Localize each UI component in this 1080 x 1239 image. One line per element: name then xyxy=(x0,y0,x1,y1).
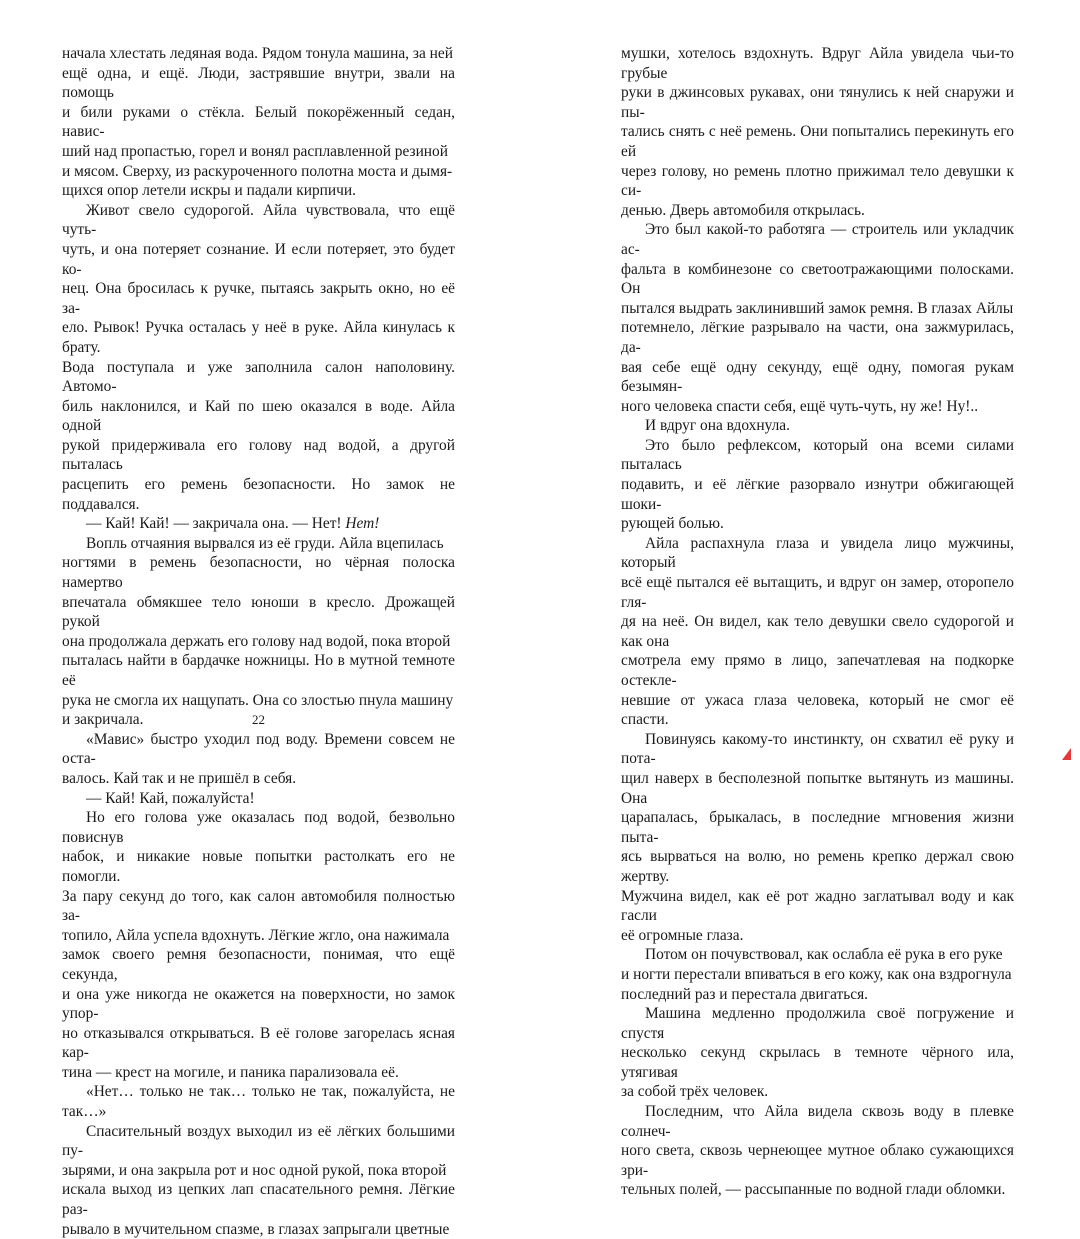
paragraph: Это было рефлексом, который она всеми силами пыталась подавить, и её лёгкие разорвало изнутри обжигающей шоки- рующей болью. xyxy=(621,436,1014,533)
thought-line: «Нет… только не так… только не так, пожалуйста, не так…» xyxy=(62,1083,455,1121)
paragraph: И вдруг она вдохнула. xyxy=(645,417,790,435)
right-page xyxy=(621,44,1014,1200)
paragraph: начала хлестать ледяная вода. Рядом тонула машина, за ней ещё одна, и ещё. Люди, застрявшие внутри, звали на помощь и били руками о стёкла. Белый покорёженный седан, навис- ший над пропастью, горел и вонял расплавленной резиной и мясом. Сверху, из раскуроченного полотна моста и дымя- щихся опор летели искры и падали кирпичи. xyxy=(62,45,455,200)
dialogue-line: — Кай! Кай! — закричала она. — Нет! Нет! xyxy=(86,515,380,533)
paragraph: Повинуясь какому-то инстинкту, он схватил её руку и пота- щил наверх в бесполезной попытке вытянуть из машины. Она царапалась, брыкалась, в последние мгновения жизни пыта- ясь вырваться на волю, но ремень крепко держал свою жертву. Мужчина видел, как её рот жадно заглатывал воду и как гасли её огромные глаза. xyxy=(621,730,1014,944)
dialogue-line: — Кай! Кай, пожалуйста! xyxy=(86,789,255,807)
paragraph: Спасительный воздух выходил из её лёгких большими пу- зырями, и она закрыла рот и нос одной рукой, пока второй искала выход из цепких лап спасательного ремня. Лёгкие раз- рывало в мучительном спазме, в глазах запрыгали цветные xyxy=(62,1122,455,1238)
paragraph: Но его голова уже оказалась под водой, безвольно повиснув набок, и никакие новые попытки растолкать его не помогли. За пару секунд до того, как салон автомобиля полностью за- топило, Айла успела вдохнуть. Лёгкие жгло, она нажимала замок своего ремня безопасности, понимая, что ещё секунда, и она уже никогда не окажется на поверхности, но замок упор- но отказывался открываться. В её голове загорелась ясная кар- тина — крест на могиле, и паника парализовала её. xyxy=(62,809,455,1081)
paragraph: «Мавис» быстро уходил под воду. Времени совсем не оста- валось. Кай так и не пришёл в себя. xyxy=(62,730,455,787)
left-page xyxy=(62,44,455,1239)
paragraph: Живот свело судорогой. Айла чувствовала, что ещё чуть- чуть, и она потеряет сознание. И если потеряет, это будет ко- нец. Она бросилась к ручке, пытаясь закрыть окно, но её за- ело. Рывок! Ручка осталась у неё в руке. Айла кинулась к брату. Вода поступала и уже заполнила салон наполовину. Автомо- биль наклонился, и Кай по шею оказался в воде. Айла одной рукой придерживала его голову над водой, а другой пыталась расцепить его ремень безопасности. Но замок не поддавался. xyxy=(62,201,455,513)
corner-mark xyxy=(1062,748,1071,760)
paragraph: Это был какой-то работяга — строитель или укладчик ас- фальта в комбинезоне со светоотражающими полосками. Он пытался выдрать заклинивший замок ремня. В глазах Айлы потемнело, лёгкие разрывало на части, она зажмурилась, да- вая себе ещё одну секунду, ещё одну, помогая рукам безымян- ного человека спасти себя, ещё чуть-чуть, ну же! Ну!.. xyxy=(621,221,1014,415)
paragraph: мушки, хотелось вздохнуть. Вдруг Айла увидела чьи-то грубые руки в джинсовых рукавах, они тянулись к ней снаружи и пы- тались снять с неё ремень. Они попытались перекинуть его ей через голову, но ремень плотно прижимал тело девушки к си- денью. Дверь автомобиля открылась. xyxy=(621,45,1014,219)
paragraph: Потом он почувствовал, как ослабла её рука в его руке и ногти перестали впиваться в его кожу, как она вздрогнула последний раз и перестала двигаться. xyxy=(621,946,1012,1003)
paragraph: Вопль отчаяния вырвался из её груди. Айла вцепилась ногтями в ремень безопасности, но чёрная полоска намертво впечатала обмякшее тело юноши в кресло. Дрожащей рукой она продолжала держать его голову над водой, пока второй пыталась найти в бардачке ножницы. Но в мутной темноте её рука не смогла их нащупать. Она со злостью пнула машину и закричала. xyxy=(62,534,455,729)
paragraph: Последним, что Айла видела сквозь воду в плевке солнеч- ного света, сквозь чернеющее мутное облако сужающихся зри- тельных полей, — рассыпанные по водной глади обломки. xyxy=(621,1103,1014,1199)
page-number: 22 xyxy=(252,712,265,727)
emphasis: Нет! xyxy=(345,515,380,533)
paragraph: Айла распахнула глаза и увидела лицо мужчины, который всё ещё пытался её вытащить, и вдруг он замер, оторопело гля- дя на неё. Он видел, как тело девушки свело судорогой и как она смотрела ему прямо в лицо, запечатлевая на подкорке остекле- невшие от ужаса глаза человека, который не смог её спасти. xyxy=(621,534,1014,729)
paragraph: Машина медленно продолжила своё погружение и спустя несколько секунд скрылась в темноте чёрного ила, утягивая за собой трёх человек. xyxy=(621,1005,1014,1101)
